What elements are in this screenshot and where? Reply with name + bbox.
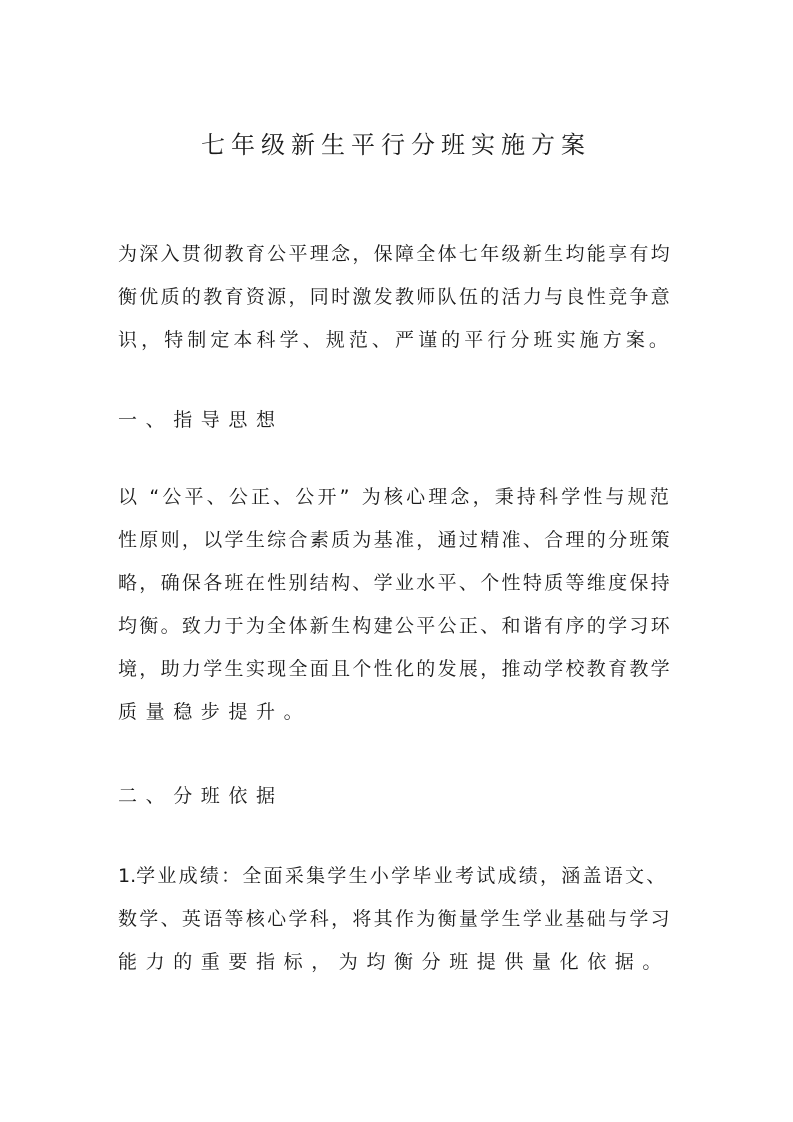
- paragraph-line: 数学、英语等核心学科，将其作为衡量学生学业基础与学习: [118, 908, 672, 930]
- document-title: 七年级新生平行分班实施方案: [201, 131, 591, 159]
- paragraph-line: 境，助力学生实现全面且个性化的发展，推动学校教育教学: [118, 658, 672, 680]
- paragraph-line: 质量稳步提升。: [118, 701, 312, 723]
- section2-item1: [118, 855, 674, 984]
- paragraph-line: 以 “公平、公正、公开” 为核心理念，秉持科学性与规范: [118, 486, 672, 508]
- paragraph-line: [118, 855, 674, 898]
- section-heading: 二、分班依据: [118, 785, 284, 807]
- section-heading-1: [118, 399, 674, 442]
- section1-paragraph: [118, 476, 674, 734]
- paragraph-line: 性原则，以学生综合素质为基准，通过精准、合理的分班策: [118, 529, 672, 551]
- paragraph-line: 识，特制定本科学、规范、严谨的平行分班实施方案。: [118, 329, 672, 351]
- item-number: 1.: [118, 865, 137, 887]
- item-text: 学业成绩：全面采集学生小学毕业考试成绩，涵盖语文、: [136, 865, 668, 887]
- section-heading: 一、指导思想: [118, 409, 284, 431]
- paragraph-line: 为深入贯彻教育公平理念，保障全体七年级新生均能享有均: [118, 243, 672, 265]
- paragraph-line: 衡优质的教育资源，同时激发教师队伍的活力与良性竞争意: [118, 286, 672, 308]
- intro-paragraph: [118, 233, 674, 362]
- paragraph-line: 能力的重要指标，为均衡分班提供量化依据。: [118, 951, 671, 973]
- section-heading-2: [118, 775, 674, 818]
- paragraph-line: 均衡。致力于为全体新生构建公平公正、和谐有序的学习环: [118, 615, 672, 637]
- paragraph-line: 略，确保各班在性别结构、学业水平、个性特质等维度保持: [118, 572, 672, 594]
